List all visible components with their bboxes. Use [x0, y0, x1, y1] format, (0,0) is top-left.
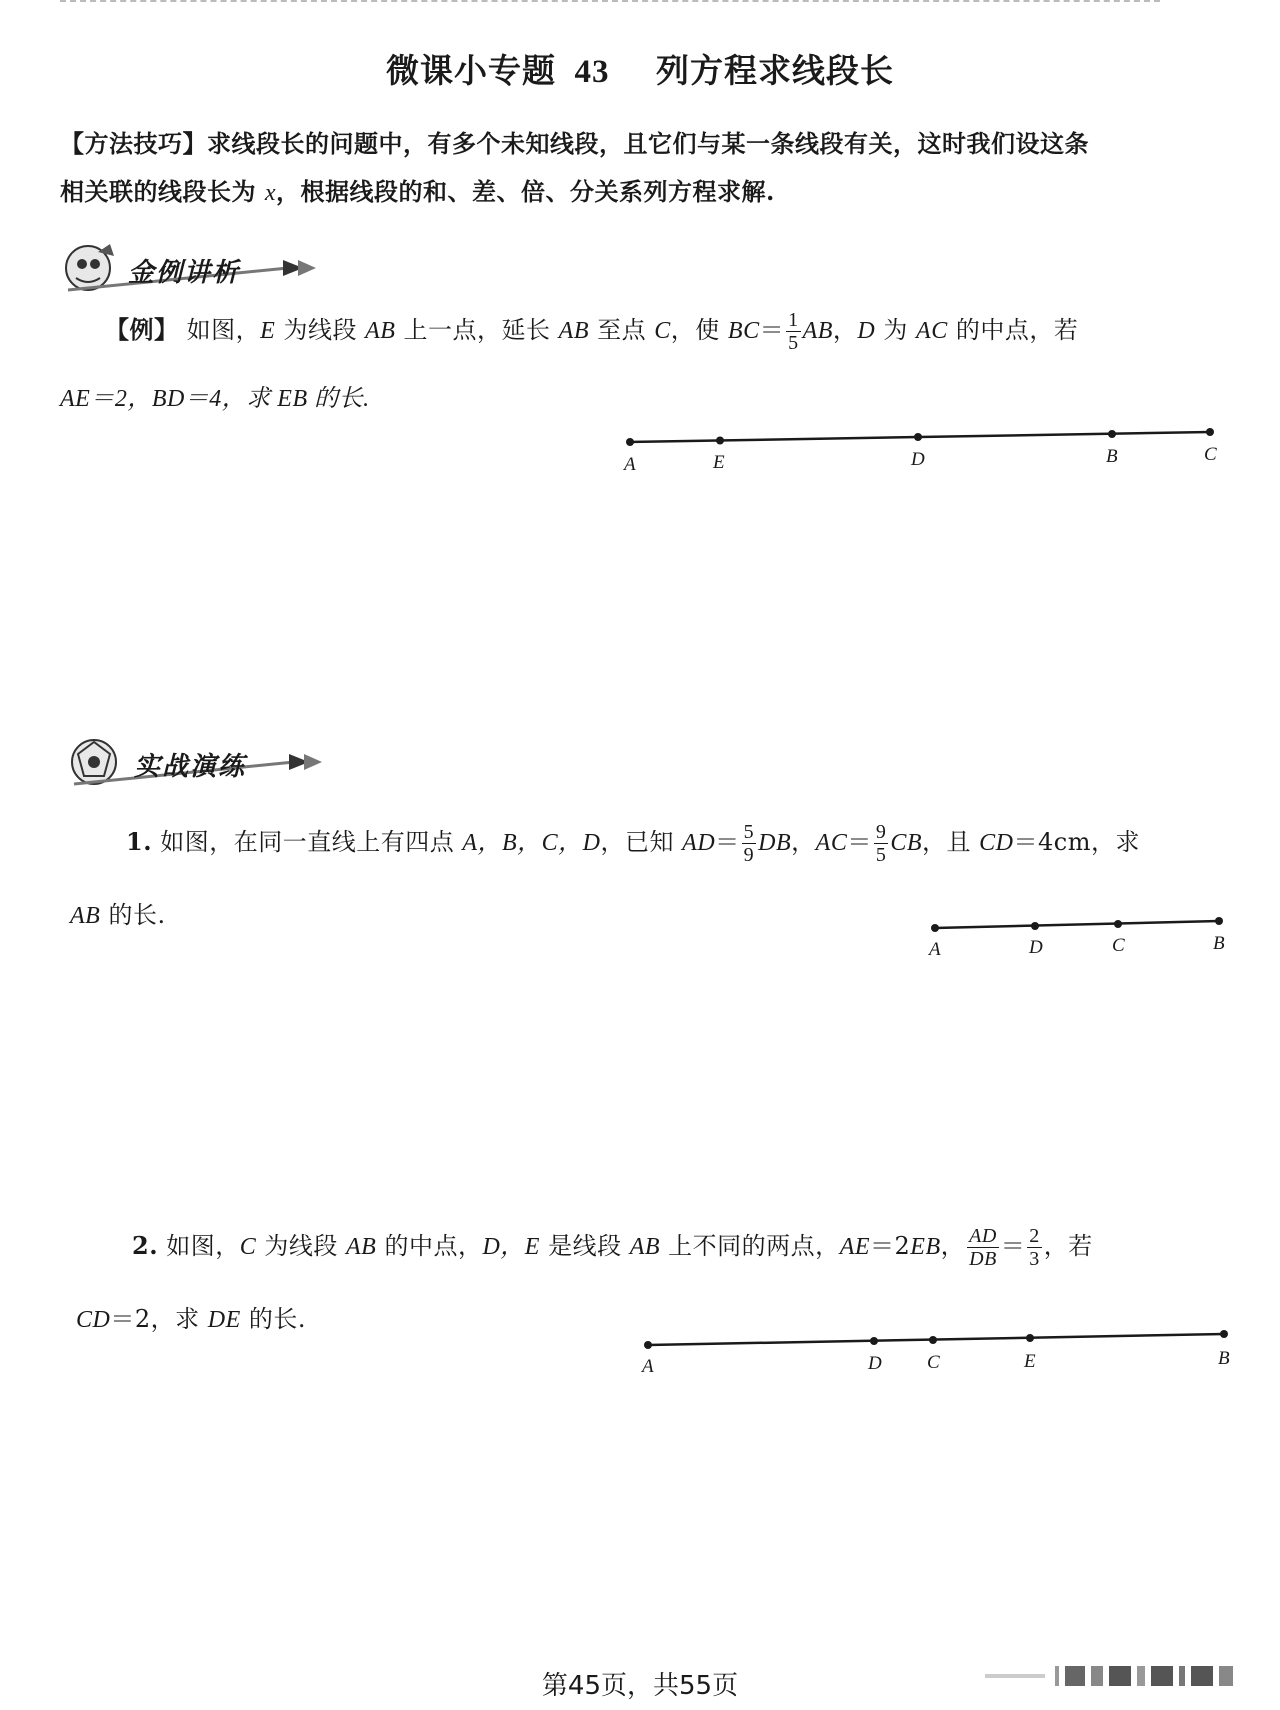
example-line-2: AE＝2，BD＝4，求 EB 的长.	[60, 386, 370, 412]
point-c	[1114, 920, 1122, 928]
q2-text: ＝	[1000, 1232, 1026, 1260]
point-c	[929, 1336, 937, 1344]
example-text: ，使	[670, 316, 728, 344]
q2-text: 如图，	[166, 1232, 240, 1260]
example-text: 至点	[589, 316, 655, 344]
example-var: E	[260, 318, 276, 344]
method-paragraph	[60, 120, 1230, 217]
fraction-denominator: 3	[1029, 1248, 1040, 1270]
label-d: D	[911, 449, 925, 470]
q1-text: 如图，在同一直线上有四点	[160, 828, 463, 856]
label-e: E	[1024, 1351, 1036, 1372]
label-a: A	[642, 1356, 654, 1377]
q2-text: ＝2	[870, 1232, 911, 1260]
q1-var: CB	[890, 830, 922, 856]
label-c: C	[1204, 444, 1217, 465]
point-d	[870, 1337, 878, 1345]
q2-var: AE	[839, 1234, 871, 1260]
q2-fraction-2	[1027, 1225, 1042, 1270]
q1-var: AD	[682, 830, 716, 856]
page-title	[0, 45, 1280, 92]
fraction-numerator: 5	[743, 821, 755, 843]
q2-var: EB	[910, 1234, 941, 1260]
q2-var: AB	[345, 1234, 377, 1260]
fraction-numerator: 9	[875, 821, 887, 843]
point-d	[1031, 922, 1039, 930]
label-b: B	[1213, 933, 1225, 954]
label-c: C	[927, 1352, 940, 1373]
q2-text: 的中点，	[376, 1232, 483, 1260]
point-b	[1220, 1330, 1228, 1338]
title-sub: 列方程求线段长	[656, 51, 894, 90]
example-text: 为	[875, 316, 917, 344]
label-e: E	[713, 452, 725, 473]
fraction-denominator: 5	[875, 844, 887, 866]
example-text: 如图，	[186, 316, 261, 344]
q1-var: A，B，C，D	[462, 830, 601, 856]
example-var: AB	[365, 318, 396, 344]
example-text: ，	[832, 316, 858, 344]
point-d	[914, 433, 922, 441]
point-e	[1026, 1334, 1034, 1342]
segment-line	[935, 921, 1219, 928]
point-a	[644, 1341, 652, 1349]
fraction-denominator: 9	[743, 844, 755, 866]
section-practice-label: 实战演练	[134, 752, 247, 782]
q1-figure	[925, 910, 1230, 974]
q2-var: D，E	[482, 1234, 540, 1260]
section-example-label: 金例讲析	[128, 258, 241, 288]
q2-text: ，若	[1043, 1232, 1093, 1260]
example-paragraph	[60, 296, 1240, 433]
label-a: A	[624, 454, 636, 475]
title-main: 微课小专题	[386, 51, 556, 90]
example-var: BC	[727, 318, 760, 344]
example-text: 为线段	[275, 316, 366, 344]
label-b: B	[1106, 446, 1118, 467]
point-c	[1206, 428, 1214, 436]
fraction-numerator: AD	[969, 1225, 997, 1247]
q1-text: ，且	[922, 828, 980, 856]
fraction-denominator: 5	[788, 332, 799, 354]
point-a	[931, 924, 939, 932]
q2-var: AB	[629, 1234, 661, 1260]
q1-text: ＝	[715, 828, 740, 856]
example-var: AB	[558, 318, 589, 344]
method-var: x	[264, 180, 277, 206]
q2-text: 是线段	[539, 1232, 630, 1260]
q1-var: DB	[758, 830, 792, 856]
q2-line2-text: 的长.	[240, 1305, 307, 1333]
example-figure	[620, 420, 1220, 484]
q2-var: C	[239, 1234, 257, 1260]
example-var: D	[857, 318, 876, 344]
point-b	[1108, 430, 1116, 438]
example-var: AC	[916, 318, 948, 344]
q1-fraction-1	[742, 821, 757, 866]
title-number: 43	[574, 54, 610, 90]
q2-text: 为线段	[256, 1232, 346, 1260]
q2-text: ，	[940, 1232, 966, 1260]
label-d: D	[868, 1353, 882, 1374]
q1-var: CD	[979, 830, 1014, 856]
q2-line2-var: DE	[207, 1307, 241, 1333]
point-e	[716, 437, 724, 445]
q2-fraction-1	[967, 1225, 999, 1270]
q2-number: 2.	[132, 1231, 159, 1260]
top-dashed-border	[60, 0, 1160, 2]
section-example-header	[58, 238, 318, 298]
example-text: ＝	[759, 316, 785, 344]
fraction-numerator: 1	[788, 309, 799, 331]
label-a: A	[929, 939, 941, 960]
example-text: 上一点，延长	[395, 316, 559, 344]
q1-var: AC	[815, 830, 848, 856]
point-a	[626, 438, 634, 446]
method-tag: 【方法技巧】	[60, 129, 207, 158]
example-var: C	[654, 318, 671, 344]
q2-line2-text: ＝2，求	[110, 1305, 208, 1333]
label-d: D	[1029, 937, 1043, 958]
point-b	[1215, 917, 1223, 925]
q1-text: ＝	[847, 828, 872, 856]
method-text-1: 求线段长的问题中，有多个未知线段，且它们与某一条线段有关，这时我们设这条	[207, 129, 1089, 158]
q1-text: ，	[791, 828, 816, 856]
example-tag: 【例】	[105, 315, 179, 344]
q2-text: 上不同的两点，	[660, 1232, 840, 1260]
label-c: C	[1112, 935, 1125, 956]
example-text: 的中点，若	[947, 316, 1079, 344]
example-fraction	[786, 309, 801, 354]
q1-text: ＝4cm，求	[1013, 828, 1140, 856]
q1-fraction-2	[874, 821, 889, 866]
method-text-2a: 相关联的线段长为	[60, 177, 265, 206]
q1-line2-var: AB	[70, 903, 101, 929]
example-var: AB	[802, 318, 833, 344]
section-practice-header	[64, 732, 324, 792]
q1-number: 1.	[126, 827, 153, 856]
q2-line2-var: CD	[76, 1307, 111, 1333]
q2-figure	[638, 1320, 1238, 1384]
page-footer: 第45页，共55页	[541, 1671, 739, 1701]
fraction-numerator: 2	[1029, 1225, 1040, 1247]
fraction-denominator: DB	[969, 1248, 997, 1270]
method-text-2b: ，根据线段的和、差、倍、分关系列方程求解.	[276, 177, 775, 206]
label-b: B	[1218, 1348, 1230, 1369]
q1-line2-text: 的长.	[100, 901, 166, 929]
q1-text: ，已知	[600, 828, 683, 856]
